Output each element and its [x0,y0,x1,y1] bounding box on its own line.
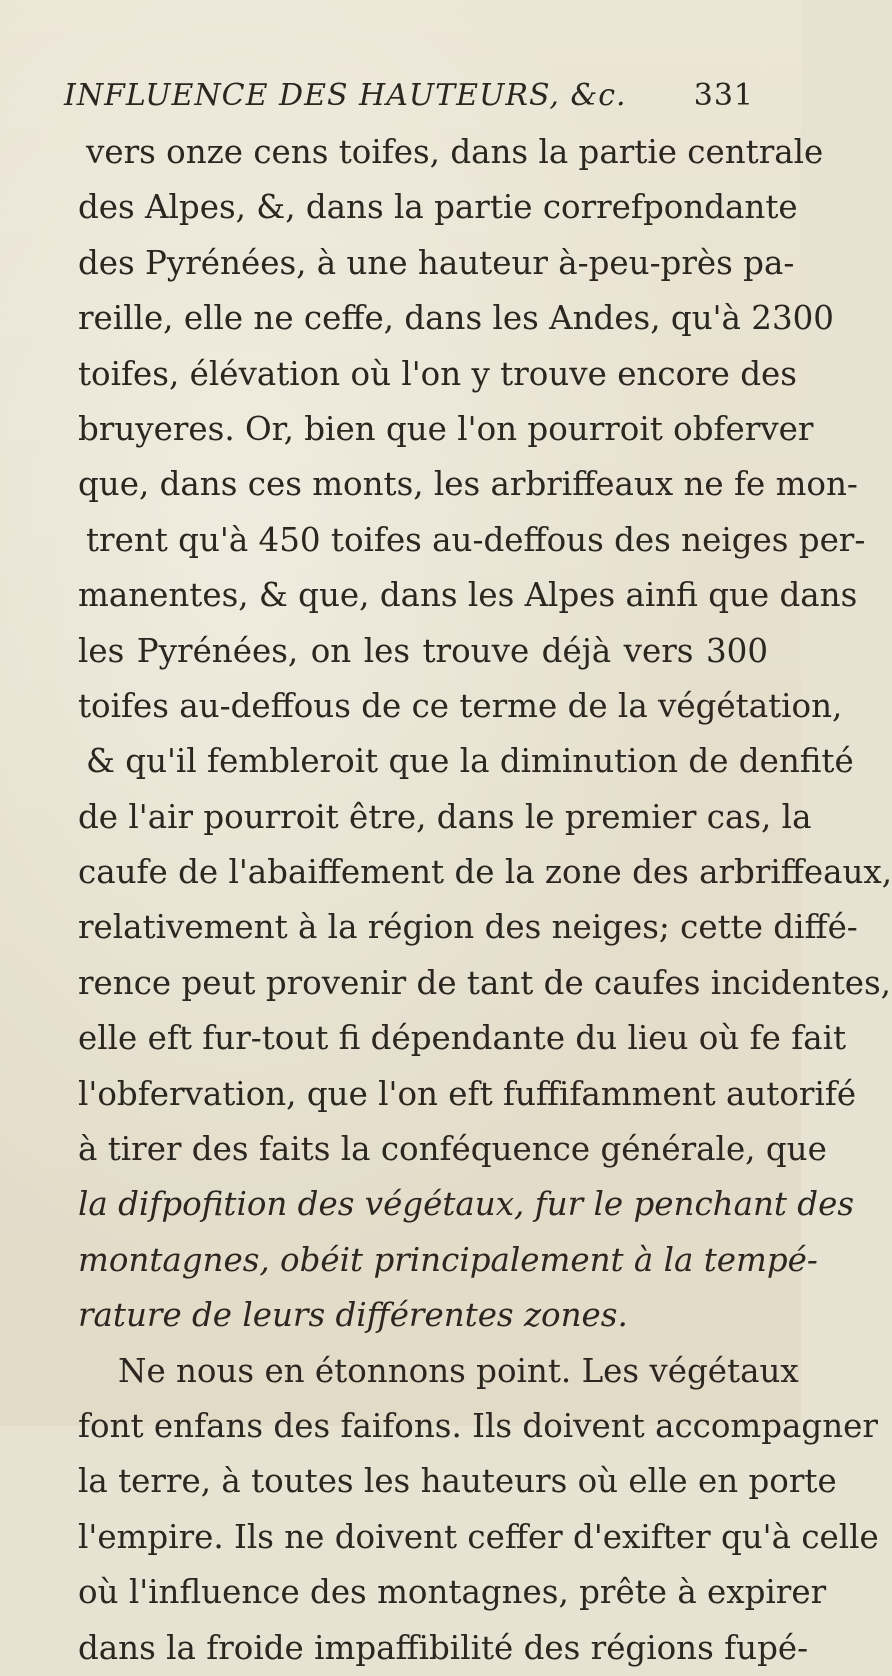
text-line: relativement à la région des neiges; cette diffé- [78,908,858,947]
paragraph-start-line: Ne nous en étonnons point. Les végétaux [118,1351,799,1390]
text-line: où l'influence des montagnes, prête à expirer [78,1573,827,1612]
text-line: toifes au-deffous de ce terme de la végétation, [78,686,843,725]
text-line: bruyeres. Or, bien que l'on pourroit obferver [78,409,814,448]
text-line: dans la froide impaffibilité des régions fupé- [78,1628,809,1667]
text-line: manentes, & que, dans les Alpes ainfi que dans [78,576,858,615]
text-line: & qu'il fembleroit que la diminution de denfité [86,742,854,781]
text-line: que, dans ces monts, les arbriffeaux ne fe mon- [78,465,858,504]
text-line-italic: rature de leurs différentes zones. [78,1296,628,1335]
text-line-italic: montagnes, obéit principalement à la tempé- [78,1240,818,1279]
running-header [64,78,754,113]
text-line: l'obfervation, que l'on eft fuffifamment autorifé [78,1074,857,1113]
text-line-italic: la difpofition des végétaux, fur le penchant des [78,1185,855,1224]
text-line: vers onze cens toifes, dans la partie centrale [86,133,824,171]
text-line: rence peut provenir de tant de caufes incidentes, [78,963,891,1002]
text-line: trent qu'à 450 toifes au-deffous des neiges per- [86,520,866,559]
text-line: de l'air pourroit être, dans le premier cas, la [78,797,812,836]
text-line: les Pyrénées, on les trouve déjà vers 300 [78,631,768,670]
text-line: toifes, élévation où l'on y trouve encore des [78,354,797,393]
text-line: des Alpes, &, dans la partie correfpondante [78,188,798,227]
text-line: la terre, à toutes les hauteurs où elle en porte [78,1462,837,1501]
body-text [78,125,892,1676]
text-line: font enfans des faifons. Ils doivent accompagner [78,1406,878,1445]
text-line: caufe de l'abaiffement de la zone des arbriffeaux, [78,853,892,892]
page-number: 331 [693,78,754,113]
running-title: INFLUENCE DES HAUTEURS, &c. [64,78,627,113]
text-line: à tirer des faits la conféquence générale, que [78,1130,827,1169]
text-line: des Pyrénées, à une hauteur à-peu-près pa- [78,243,795,282]
text-line: reille, elle ne ceffe, dans les Andes, qu'à 2300 [78,299,834,338]
text-line: elle eft fur-tout fi dépendante du lieu où fe fait [78,1019,847,1058]
text-line: l'empire. Ils ne doivent ceffer d'exifter qu'à celle [78,1517,879,1556]
